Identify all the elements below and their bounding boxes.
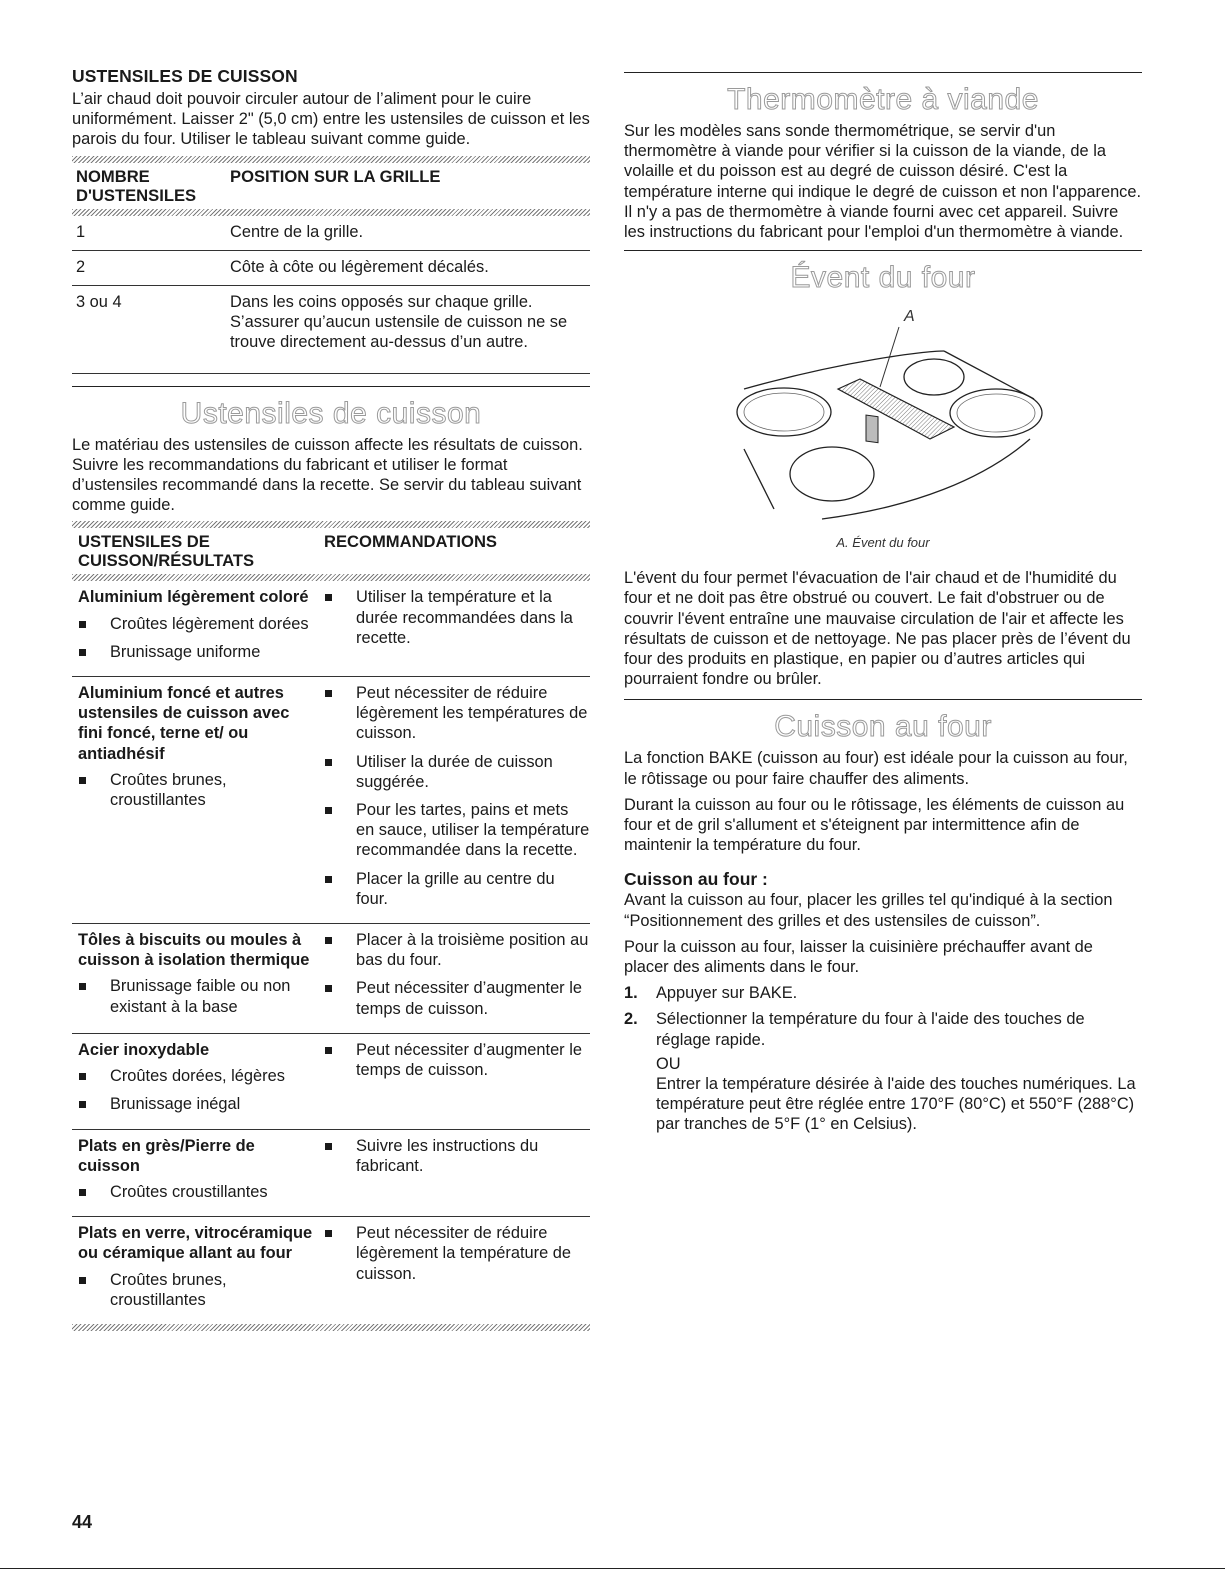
section-title-baking: Cuisson au four [774, 710, 992, 744]
section-divider [624, 699, 1142, 700]
bake-paragraph-1: La fonction BAKE (cuisson au four) est idéale pour la cuisson au four, le rôtissage ou pour faire chauffer des aliments. [624, 749, 1128, 788]
table-row [72, 250, 590, 285]
page-number: 44 [72, 1512, 93, 1532]
recommendations-list [324, 683, 590, 909]
result-item: Croûtes légèrement dorées [78, 614, 318, 634]
cooktop-edge [744, 351, 944, 389]
recommendations-list [324, 587, 590, 648]
header-count: NOMBRE D'USTENSILES [76, 166, 197, 205]
table-row [72, 1129, 590, 1217]
burner-element-inner [744, 393, 824, 431]
result-item: Croûtes dorées, légères [78, 1066, 318, 1086]
recommendation-cell [318, 1033, 590, 1129]
row-count: 2 [72, 250, 226, 285]
section-title-meat-thermometer: Thermomètre à viande [727, 83, 1039, 116]
cookware-rows [72, 581, 590, 1323]
step-or: OU [656, 1054, 681, 1073]
step-number: 1. [624, 984, 638, 1003]
burner-element [904, 359, 964, 395]
results-list [78, 1182, 318, 1202]
spacing-paragraph: L’air chaud doit pouvoir circuler autour de l’aliment pour le cuire uniformément. Laisser 2" (5,0 cm) entre les ustensiles de cuisson et les parois du four. Utiliser le tableau suivant comme guide. [72, 90, 590, 149]
cooktop-edge [944, 351, 1034, 399]
recommendations-list [324, 1136, 590, 1176]
figure-label-a: A [904, 308, 915, 326]
recommendation-item: Placer à la troisième position au bas du four. [324, 930, 590, 970]
recommendation-item: Suivre les instructions du fabricant. [324, 1136, 590, 1176]
oven-vent [838, 379, 954, 439]
table-top-rule [72, 521, 590, 528]
recommendation-item: Pour les tartes, pains et mets en sauce, utiliser la température recommandée dans la recette. [324, 800, 590, 861]
step-alternative: Entrer la température désirée à l'aide des touches numériques. La température peut être réglée entre 170°F (80°C) et 550°F (288°C) par tranches de 5°F (1° en Celsius). [656, 1075, 1136, 1134]
recommendation-item: Peut nécessiter d’augmenter le temps de cuisson. [324, 1040, 590, 1080]
section-title-cookware: Ustensiles de cuisson [180, 396, 482, 430]
table-header-row [72, 528, 590, 574]
results-list [78, 976, 318, 1016]
result-item: Brunissage inégal [78, 1094, 318, 1114]
recommendation-cell [318, 1217, 590, 1324]
cooktop-edge [744, 449, 774, 509]
cookware-cell [72, 1129, 318, 1217]
recommendation-item: Utiliser la température et la durée recommandées dans la recette. [324, 587, 590, 648]
row-count: 3 ou 4 [72, 286, 226, 374]
table-row [72, 677, 590, 924]
recommendations-list [324, 930, 590, 1019]
step-item [624, 1009, 1142, 1134]
row-count: 1 [72, 216, 226, 251]
result-item: Croûtes croustillantes [78, 1182, 318, 1202]
section-divider [624, 250, 1142, 251]
row-position: Dans les coins opposés sur chaque grille. S’assurer qu’aucun ustensile de cuisson ne se trouve directement au-dessus d’un autre. [226, 286, 590, 374]
cookware-cell [72, 677, 318, 924]
bake-paragraph-4: Pour la cuisson au four, laisser la cuisinière préchauffer avant de placer des aliments dans le four. [624, 937, 1093, 977]
thermometer-paragraph: Sur les modèles sans sonde thermométrique, se servir d'un thermomètre à viande pour vérifier si la cuisson de la viande, de la volaille et du poisson est au degré de cuisson désiré. C'est la température interne qui indique le degré de cuisson et non l'apparence. Il n'y a pas de thermomètre à viande fourni avec cet appareil. Suivre les instructions du fabricant pour l'emploi d'un thermomètre à viande. [624, 122, 1142, 242]
result-item: Brunissage faible ou non existant à la base [78, 976, 318, 1016]
cookware-name: Aluminium foncé et autres ustensiles de cuisson avec fini foncé, terne et/ ou antiadhésif [78, 684, 290, 763]
bake-subheading: Cuisson au four : [624, 869, 768, 890]
header-recommendations: RECOMMANDATIONS [324, 532, 497, 552]
results-list [78, 614, 318, 662]
step-item [624, 983, 1142, 1003]
cookware-name: Tôles à biscuits ou moules à cuisson à isolation thermique [78, 931, 310, 970]
step-number: 2. [624, 1010, 638, 1029]
page-bottom-rule [0, 1568, 1225, 1569]
recommendation-cell [318, 924, 590, 1034]
cookware-cell [72, 1217, 318, 1324]
cookware-position-table [72, 163, 590, 374]
section-divider [72, 386, 590, 387]
recommendation-item: Utiliser la durée de cuisson suggérée. [324, 752, 590, 792]
header-cookware: USTENSILES DE CUISSON/RÉSULTATS [78, 532, 255, 571]
right-column [624, 60, 1142, 1141]
burner-element-inner [957, 394, 1035, 432]
cookware-cell [72, 924, 318, 1034]
header-rule [72, 574, 590, 581]
header-rule [72, 209, 590, 216]
cookware-name: Acier inoxydable [78, 1040, 210, 1059]
section-title-oven-vent: Évent du four [790, 261, 976, 295]
table-row [72, 1217, 590, 1324]
table-header-row [72, 163, 590, 209]
cookware-cell [72, 1033, 318, 1129]
table-row [72, 286, 590, 374]
bake-steps [624, 983, 1142, 1134]
recommendation-item: Peut nécessiter de réduire légèrement les températures de cuisson. [324, 683, 590, 744]
row-position: Côte à côte ou légèrement décalés. [226, 250, 590, 285]
step-text: Sélectionner la température du four à l'aide des touches de réglage rapide. [656, 1010, 1085, 1049]
table-top-rule [72, 156, 590, 163]
oven-vent-illustration [624, 299, 1142, 529]
bake-paragraph-3: Avant la cuisson au four, placer les grilles tel qu'indiqué à la section “Positionnement des grilles et des ustensiles de cuisson”. [624, 891, 1113, 930]
table-row [72, 581, 590, 676]
row-position: Centre de la grille. [226, 216, 590, 251]
recommendations-list [324, 1223, 590, 1284]
cooktop-vent-illustration [624, 299, 1142, 529]
recommendation-cell [318, 1129, 590, 1217]
table-bottom-rule [72, 1324, 590, 1331]
results-list [78, 770, 318, 810]
recommendation-item: Peut nécessiter d’augmenter le temps de cuisson. [324, 978, 590, 1018]
burner-element [737, 388, 831, 436]
result-item: Croûtes brunes, croustillantes [78, 1270, 318, 1310]
vent-tab [866, 415, 878, 443]
section-heading-cookware-spacing: USTENSILES DE CUISSON [72, 66, 298, 86]
left-column [72, 60, 590, 1331]
cookware-name: Plats en verre, vitrocéramique ou céramique allant au four [78, 1224, 313, 1263]
table-row [72, 1033, 590, 1129]
table-row [72, 216, 590, 251]
section-divider [624, 72, 1142, 73]
cookware-name: Plats en grès/Pierre de cuisson [78, 1136, 255, 1175]
recommendation-cell [318, 677, 590, 924]
recommendation-item: Placer la grille au centre du four. [324, 869, 590, 909]
header-position: POSITION SUR LA GRILLE [230, 166, 441, 186]
result-item: Croûtes brunes, croustillantes [78, 770, 318, 810]
cookware-cell [72, 581, 318, 676]
recommendations-list [324, 1040, 590, 1080]
results-list [78, 1270, 318, 1310]
cookware-name: Aluminium légèrement coloré [78, 588, 309, 607]
step-text: Appuyer sur BAKE. [656, 984, 798, 1003]
burner-element [950, 389, 1042, 437]
results-list [78, 1066, 318, 1114]
figure-caption: A. Évent du four [836, 535, 930, 551]
cookware-paragraph: Le matériau des ustensiles de cuisson affecte les résultats de cuisson. Suivre les recommandations du fabricant et utiliser le format d’ustensiles recommandé dans la recette. Se servir du tableau suivant comme guide. [72, 435, 583, 515]
bake-paragraph-2: Durant la cuisson au four ou le rôtissage, les éléments de cuisson au four et de gril s'allument et s'éteignent par intermittence afin de maintenir la température du four. [624, 795, 1125, 855]
cookware-recommendations-table [72, 528, 590, 1323]
table-row [72, 924, 590, 1034]
burner-element [790, 447, 874, 501]
vent-paragraph: L'évent du four permet l'évacuation de l'air chaud et de l'humidité du four et ne doit pas être obstrué ou couvert. Le fait d'obstruer ou de couvrir l'évent entraîne une mauvaise circulation de l'air et affecte les résultats de cuisson et de nettoyage. Ne pas placer près de l’évent du four des produits en plastique, en papier ou d’autres articles qui pourraient fondre ou brûler. [624, 569, 1131, 689]
recommendation-cell [318, 581, 590, 676]
result-item: Brunissage uniforme [78, 642, 318, 662]
recommendation-item: Peut nécessiter de réduire légèrement la température de cuisson. [324, 1223, 590, 1284]
